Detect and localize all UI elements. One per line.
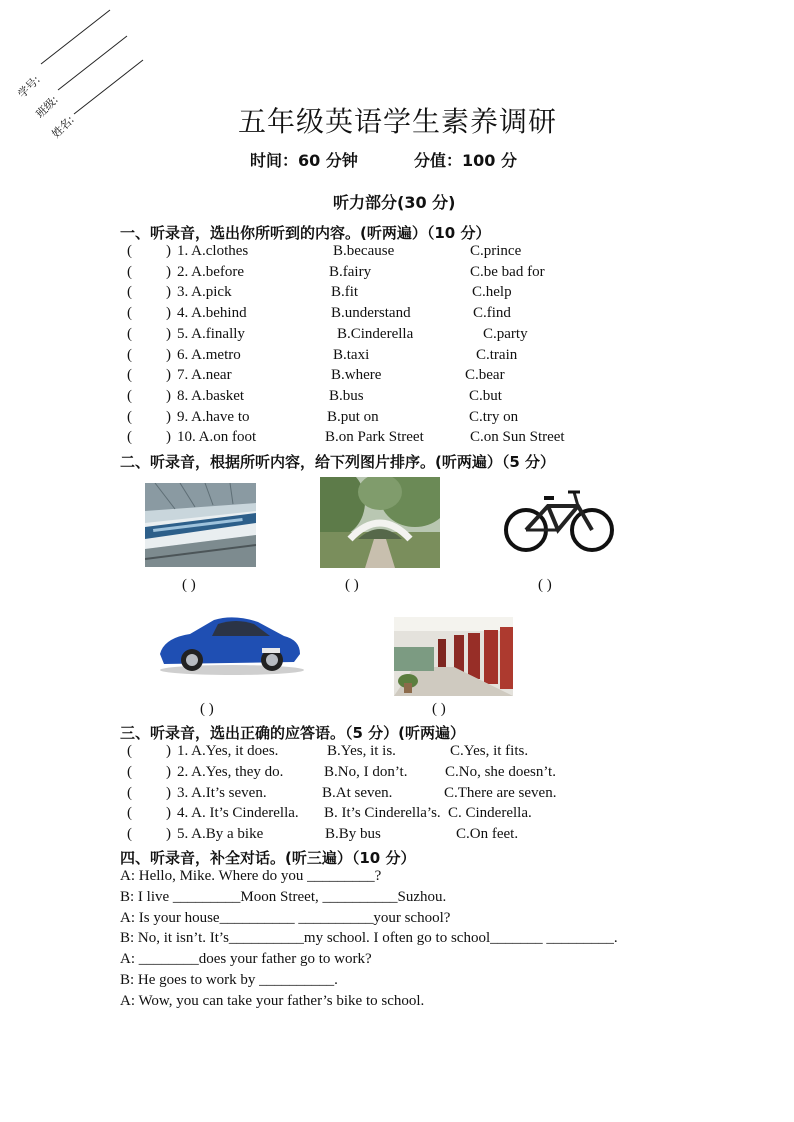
option-c: C.but [469,387,502,404]
option-b: B.Cinderella [337,325,414,342]
option-c: C.Yes, it fits. [450,743,529,759]
option-b: B.understand [331,305,411,322]
option-c: C.on Sun Street [470,429,565,446]
option-a: 2. A.Yes, they do. [177,763,284,780]
option-b: B.Yes, it is. [327,743,396,759]
option-a: 3. A.It’s seven. [177,784,267,801]
page-title: 五年级英语学生素养调研 [238,107,558,138]
option-a: 5. A.By a bike [177,826,264,843]
option-b: B.on Park Street [325,429,424,446]
answer-blank[interactable]: ( ) [127,408,171,425]
student-info-lines [6,6,156,136]
option-a: 2. A.before [177,263,245,280]
answer-blank[interactable]: ( ) [127,367,171,384]
option-b: B.put on [327,408,379,425]
option-a: 6. A.metro [177,346,241,363]
answer-blank[interactable]: ( ) [127,243,171,259]
dialogue-line: A: Wow, you can take your father’s bike to school. [120,992,425,1009]
option-a: 4. A.behind [177,305,247,322]
option-c: C.train [476,346,518,363]
option-a: 4. A. It’s Cinderella. [177,805,299,822]
answer-blank[interactable]: ( ) [127,305,171,322]
option-c: C.No, she doesn’t. [445,763,556,780]
option-c: C.find [473,305,511,322]
option-c: C.try on [469,408,519,425]
answer-blank[interactable]: ( ) [127,284,171,301]
dialogue-line: A: Hello, Mike. Where do you _________? [120,868,382,884]
option-c: C.party [483,325,528,342]
option-c: C.There are seven. [444,784,557,801]
part-title: 听力部分(30 分) [333,193,456,212]
section2-title: 二、听录音，根据所听内容，给下列图片排序。(听两遍）（5 分） [120,453,556,471]
option-b: B.bus [329,387,364,404]
answer-blank[interactable]: ( ) [127,784,171,801]
exam-time: 时间：60 分钟 [250,151,358,170]
class-label: 班级: [33,93,61,121]
option-b: B.fit [331,284,359,301]
picture2-blank[interactable]: ( ) [345,577,359,593]
option-a: 7. A.near [177,367,232,384]
dialogue-line: A: Is your house__________ __________your school? [120,909,451,926]
answer-blank[interactable]: ( ) [127,325,171,342]
bicycle-picture [500,484,618,558]
answer-blank[interactable]: ( ) [127,826,171,843]
option-b: B.because [333,243,395,259]
option-c: C.On feet. [456,826,519,843]
section1-title: 一、听录音，选出你所听到的内容。(听两遍）（10 分） [120,224,491,242]
option-a: 10. A.on foot [177,429,257,446]
answer-blank[interactable]: ( ) [127,387,171,404]
dialogue-line: A: ________does your father go to work? [120,951,372,968]
picture3-blank[interactable]: ( ) [538,577,552,593]
option-c: C.be bad for [470,263,545,280]
student-id-label: 学号: [15,73,43,101]
option-a: 9. A.have to [177,408,250,425]
answer-blank[interactable]: ( ) [127,805,171,822]
answer-blank[interactable]: ( ) [127,743,171,759]
option-b: B.At seven. [322,784,393,801]
section3-title: 三、听录音，选出正确的应答语。（5 分）(听两遍） [120,724,466,742]
option-c: C. Cinderella. [448,805,532,822]
dialogue-line: B: No, it isn’t. It’s__________my school. I often go to school_______ _________. [120,930,618,947]
option-b: B.fairy [329,263,372,280]
option-a: 8. A.basket [177,387,245,404]
answer-blank[interactable]: ( ) [127,429,171,446]
answer-blank[interactable]: ( ) [127,346,171,363]
answer-blank[interactable]: ( ) [127,263,171,280]
picture1-blank[interactable]: ( ) [182,577,196,593]
car-picture [154,610,304,676]
option-b: B. It’s Cinderella’s. [324,805,441,822]
option-b: B.No, I don’t. [324,763,408,780]
park-bridge-picture [320,477,440,568]
option-a: 3. A.pick [177,284,232,301]
library-picture [394,617,513,696]
option-a: 1. A.clothes [177,243,249,259]
name-label: 姓名: [49,113,77,141]
option-b: B.where [331,367,382,384]
answer-blank[interactable]: ( ) [127,763,171,780]
section4-title: 四、听录音，补全对话。(听三遍）（10 分） [120,849,416,867]
option-b: B.By bus [325,826,381,843]
exam-score: 分值：100 分 [414,151,517,170]
option-b: B.taxi [333,346,370,363]
option-c: C.help [472,284,512,301]
dialogue-line: B: He goes to work by __________. [120,972,338,988]
picture4-blank[interactable]: ( ) [200,701,214,717]
metro-train-picture [145,483,256,567]
option-c: C.prince [470,243,522,259]
option-a: 5. A.finally [177,325,245,342]
option-c: C.bear [465,367,505,384]
option-a: 1. A.Yes, it does. [177,743,279,759]
dialogue-line: B: I live _________Moon Street, __________Suzhou. [120,888,447,905]
picture5-blank[interactable]: ( ) [432,701,446,717]
